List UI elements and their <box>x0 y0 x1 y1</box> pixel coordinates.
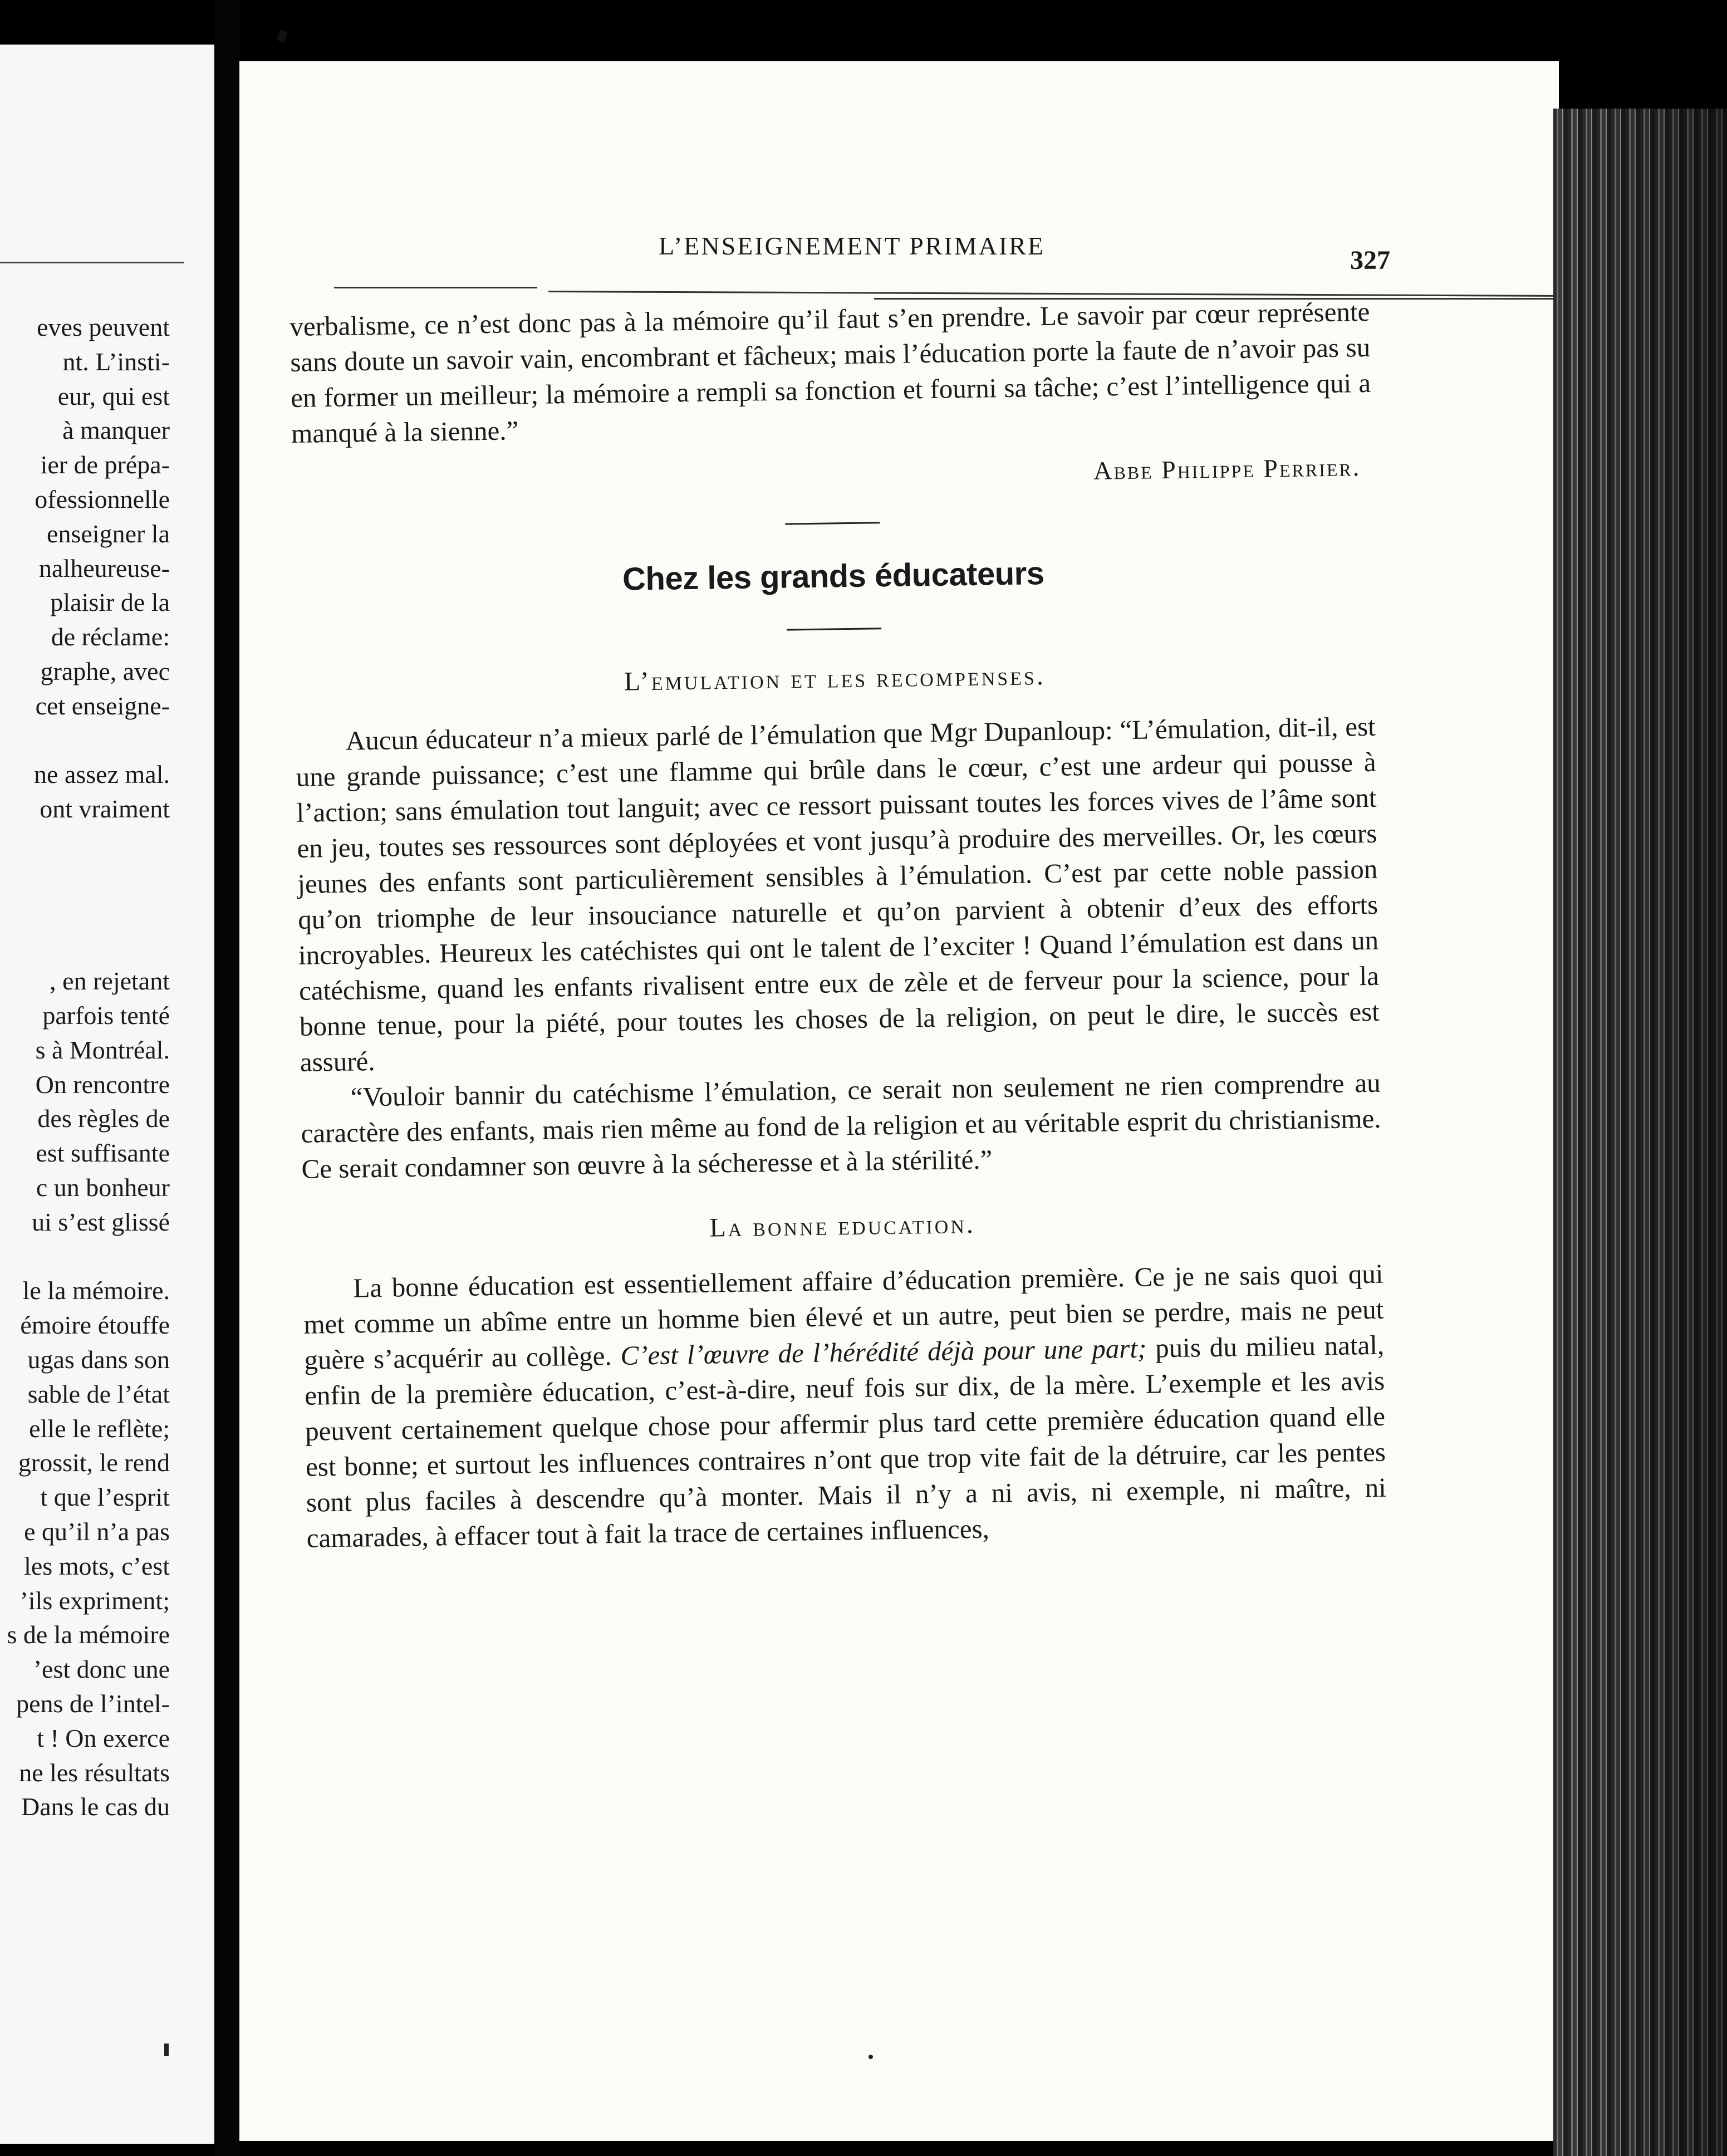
left-page-line: , en rejetant <box>50 967 170 996</box>
left-page-line: s de la mémoire <box>7 1620 170 1649</box>
page-speck <box>869 2055 873 2059</box>
paragraph-bonne-education-start: La bonne éducation est essentiellement affaire d’éducation première. Ce je ne sais quoi qui met comme un abîme entre un homme bien élevé et un autre, peut bien se perdre, mais ne peut guère s’acquérir au collège. <box>303 1258 1384 1375</box>
subheading-emulation: L’emulation et les recompenses. <box>624 661 1046 697</box>
left-page-line: eves peuvent <box>37 313 170 341</box>
left-page-line: ne les résultats <box>19 1758 170 1787</box>
page-number: 327 <box>1350 246 1390 275</box>
left-page-line: de réclame: <box>51 623 170 651</box>
paragraph-bonne-education-end: puis du milieu natal, enfin de la première éducation, c’est-à-dire, neuf fois sur dix, de la mère. L’exemple et les avis peuvent certainement quelque chose pour affermir plus tard cette première éducation quand elle est bonne; et surtout les influences contraires n’ont que trop vite fait de la détruire, car les pentes sont plus faciles à descendre qu’à monter. Mais il n’y a ni avis, ni exemple, ni maître, ni camarades, à effacer tout à fait la trace de certaines influences, <box>304 1329 1387 1554</box>
left-page-line: des règles de <box>37 1104 170 1133</box>
left-page-line: ugas dans son <box>27 1345 170 1374</box>
left-page-line: nt. L’insti- <box>62 347 170 376</box>
left-page-line: grossit, le rend <box>18 1448 170 1477</box>
section-divider-top <box>785 522 880 525</box>
left-page-line: ier de prépa- <box>40 450 170 479</box>
header-rule-right <box>548 291 1559 297</box>
quote-continuation: verbalisme, ce n’est donc pas à la mémoire qu’il faut s’en prendre. Le savoir par cœur représente sans doute un savoir vain, encombrant et fâcheux; mais l’éducation porte la faute de n’avoir pas su en former un meilleur; la mémoire a rempli sa fonction et fourni sa tâche; c’est l’intelligence qui a manqué à la sienne.” <box>290 296 1371 449</box>
left-page-line: sable de l’état <box>27 1379 170 1408</box>
left-page-mark <box>164 2044 169 2056</box>
left-page-line: s à Montréal. <box>35 1035 170 1064</box>
left-page-line: t ! On exerce <box>37 1723 170 1752</box>
left-page-line: parfois tenté <box>42 1001 170 1030</box>
right-page <box>239 61 1559 2141</box>
left-page-line: graphe, avec <box>40 657 170 685</box>
left-page-line: est suffisante <box>36 1139 170 1168</box>
subheading-bonne-education: La bonne education. <box>709 1209 976 1243</box>
left-page-line: On rencontre <box>35 1070 170 1099</box>
left-page-line: les mots, c’est <box>24 1551 170 1580</box>
paragraph-bonne-education <box>303 1256 1387 1556</box>
left-page-line: ne assez mal. <box>34 760 170 789</box>
left-page-line: émoire étouffe <box>20 1311 170 1340</box>
page-body <box>290 294 1387 1556</box>
left-page-line: plaisir de la <box>50 588 170 617</box>
left-page-line: c un bonheur <box>36 1173 170 1202</box>
left-page-line: le la mémoire. <box>22 1276 170 1305</box>
paragraph-emulation-1: Aucun éducateur n’a mieux parlé de l’émulation que Mgr Dupanloup: “L’émulation, dit-il, est une grande puissance; c’est une flamme qui brûle dans le cœur, c’est une ardeur qui pousse à l’action; sans émulation tout languit; avec ce ressort puissant toutes les forces vives de l’âme sont en jeu, toutes ses ressources sont déployées et vont jusqu’à produire des merveilles. Or, les cœurs jeunes des enfants sont particulièrement sensibles à l’émulation. C’est par cette noble passion qu’on triomphe de leur insouciance naturelle et qu’on parvient à obtenir d’eux des efforts incroyables. Heureux les catéchistes qui ont le talent de l’exciter ! Quand l’émulation est dans un catéchisme, quand les enfants rivalisent entre eux de zèle et de ferveur pour la science, pour la bonne tenue, pour la piété, pour toutes les choses de la religion, on peut le dire, le succès est assuré. <box>296 710 1380 1077</box>
left-page-line: ’ils expriment; <box>19 1586 170 1615</box>
section-title: Chez les grands éducateurs <box>622 555 1044 597</box>
paragraph-emulation-2: “Vouloir bannir du catéchisme l’émulation, ce serait non seulement ne rien comprendre au caractère des enfants, mais rien même au fond de la religion et au véritable esprit du christianisme. Ce serait condamner son œuvre à la sécheresse et à la stérilité.” <box>301 1067 1381 1184</box>
paragraph-bonne-education-italic: C’est l’œuvre de l’hérédité déjà pour une part; <box>620 1332 1147 1371</box>
running-title: L’ENSEIGNEMENT PRIMAIRE <box>659 232 1045 260</box>
left-page-rule <box>0 262 184 263</box>
left-page-line: elle le reflète; <box>29 1414 170 1443</box>
left-page-line: à manquer <box>62 416 170 445</box>
left-page-line: Dans le cas du <box>21 1792 170 1821</box>
left-page-line: ofessionnelle <box>35 485 170 513</box>
left-page-line: eur, qui est <box>57 381 170 410</box>
left-page-line: t que l’esprit <box>40 1483 170 1512</box>
left-page-line: pens de l’intel- <box>16 1689 170 1718</box>
author-signature: Abbe Philippe Perrier. <box>1093 453 1361 485</box>
left-page-line: cet enseigne- <box>35 691 170 720</box>
left-page-line: ui s’est glissé <box>32 1207 170 1236</box>
book-gutter <box>214 0 239 2156</box>
header-rule-left <box>334 287 537 288</box>
left-page-line: ont vraiment <box>40 795 170 824</box>
section-divider-bottom <box>787 628 881 630</box>
page-edge-shadow <box>1553 109 1727 2156</box>
left-page-line: enseigner la <box>47 519 170 548</box>
left-page <box>0 45 214 2144</box>
left-page-line: ’est donc une <box>33 1655 170 1684</box>
scan-speck <box>277 30 288 43</box>
left-page-line: nalheureuse- <box>39 553 170 582</box>
left-page-line: e qu’il n’a pas <box>24 1517 170 1546</box>
